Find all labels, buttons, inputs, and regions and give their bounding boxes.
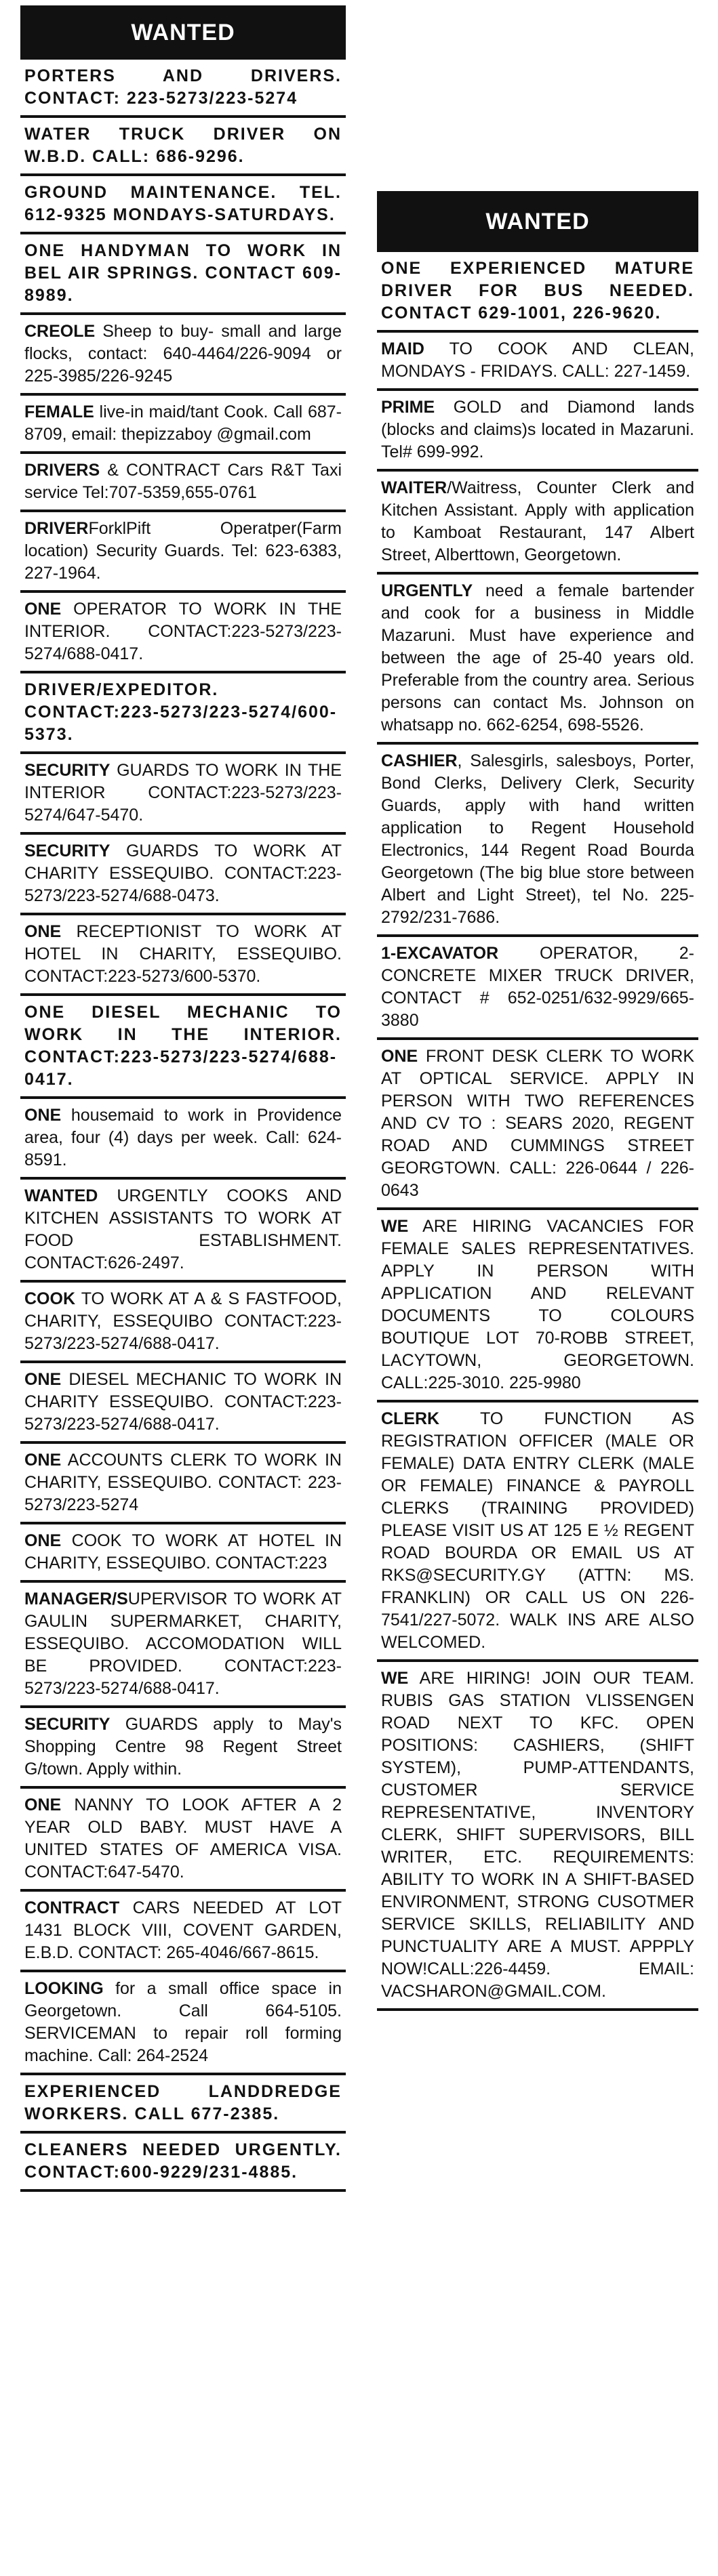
ad-body-text: RECEPTIONIST TO WORK AT HOTEL IN CHARITY, ESSEQUIBO. CONTACT:223-5273/600-5370. [24,922,342,986]
ad-body-text: ONE HANDYMAN TO WORK IN BEL AIR SPRINGS. CONTACT 609-8989. [24,241,342,305]
classified-ad [20,1444,346,1524]
ad-body-text: ForklPift Operatper(Farm location) Security Guards. Tel: 623-6383, 227-1964. [24,519,342,583]
ad-body-text: ONE DIESEL MECHANIC TO WORK IN THE INTERIOR. CONTACT:223-5273/223-5274/688-0417. [24,1003,342,1089]
classified-ad [20,1363,346,1444]
wanted-header: WANTED [377,191,698,252]
classified-ad [20,915,346,996]
ad-lead-word: ONE [24,1370,62,1389]
ad-body-text: CARS NEEDED AT LOT 1431 BLOCK VIII, COVENT GARDEN, E.B.D. CONTACT: 265-4046/667-8615. [24,1898,342,1962]
classified-ad [20,1789,346,1892]
ad-lead-word: ONE [24,1795,62,1814]
classified-ad [20,673,346,754]
ad-lead-word: WAITER [381,478,447,497]
ad-body-text: FRONT DESK CLERK TO WORK AT OPTICAL SERVICE. APPLY IN PERSON WITH TWO REFERENCES AND CV TO : SEARS 2020, REGENT ROAD AND CUMMINGS STREET GEORGTOWN. CALL: 226-0644 / 226-0643 [381,1047,694,1200]
classified-ad [20,60,346,118]
ad-lead-word: DRIVERS [24,461,100,480]
ad-lead-word: WE [381,1217,409,1236]
classified-ad [20,396,346,454]
ad-body-text: CLEANERS NEEDED URGENTLY. CONTACT:600-9229/231-4885. [24,2140,342,2182]
ad-lead-word: MAID [381,339,424,358]
ad-lead-word: SECURITY [24,761,111,780]
classified-ad [20,2134,346,2192]
classified-ad [20,1524,346,1583]
classified-ad [377,1210,698,1403]
ad-lead-word: CLERK [381,1409,440,1428]
ad-lead-word: URGENTLY [381,581,473,600]
ad-body-text: for a small office space in Georgetown. Call 664-5105. SERVICEMAN to repair roll forming machine. Call: 264-2524 [24,1979,342,2065]
classified-ad [20,1892,346,1972]
classified-ad [20,593,346,673]
left-column [20,0,346,2192]
ad-lead-word: CASHIER [381,751,458,770]
ad-lead-word: ONE [24,600,62,619]
ad-body-text: housemaid to work in Providence area, four (4) days per week. Call: 624-8591. [24,1106,342,1169]
ad-lead-word: ONE [24,922,62,941]
ad-lead-word: SECURITY [24,1715,111,1734]
ad-lead-word: ONE [381,1047,418,1066]
classified-ad [20,512,346,593]
ad-body-text: DRIVER/EXPEDITOR. CONTACT:223-5273/223-5274/600-5373. [24,680,338,744]
ad-body-text: /Waitress, Counter Clerk and Kitchen Assistant. Apply with application to Kamboat Restaurant, 147 Albert Street, Alberttown, Georgetown. [381,478,694,564]
ad-lead-word: 1-EXCAVATOR [381,944,499,963]
ad-body-text: TO WORK AT A & S FASTFOOD, CHARITY, ESSEQUIBO CONTACT:223-5273/223-5274/688-0417. [24,1289,342,1353]
classified-ad [20,2075,346,2134]
classified-ad [20,176,346,234]
right-ads-list [377,252,698,2011]
ad-lead-word: WANTED [24,1186,98,1205]
ad-body-text: GUARDS TO WORK IN THE INTERIOR CONTACT:223-5273/223-5274/647-5470. [24,761,342,825]
ad-lead-word: LOOKING [24,1979,104,1998]
ad-body-text: GUARDS TO WORK AT CHARITY ESSEQUIBO. CONTACT:223-5273/223-5274/688-0473. [24,842,342,905]
classified-ad [20,1099,346,1180]
ad-body-text: TO COOK AND CLEAN, MONDAYS - FRIDAYS. CALL: 227-1459. [381,339,694,381]
ad-lead-word: SECURITY [24,842,111,860]
classified-ad [377,575,698,745]
classified-ad [377,1662,698,2011]
ad-lead-word: FEMALE [24,402,94,421]
classified-ad [20,118,346,176]
ad-body-text: ARE HIRING VACANCIES FOR FEMALE SALES REPRESENTATIVES. APPLY IN PERSON WITH APPLICATION AND RELEVANT DOCUMENTS TO COLOURS BOUTIQUE LOT 70-ROBB STREET, LACYTOWN, GEORGETOWN. CALL:225-3010. 225-9980 [381,1217,694,1392]
classified-ad [377,745,698,937]
ad-body-text: need a female bartender and cook for a business in Middle Mazaruni. Must have experience and between the age of 25-40 years old. Preferable from the country area. Serious persons can contact Ms. Johnson on whatsapp no. 662-6254, 698-5526. [381,581,694,734]
classified-ad [377,391,698,472]
ad-body-text: PORTERS AND DRIVERS. CONTACT: 223-5273/223-5274 [24,66,342,108]
ad-body-text: DIESEL MECHANIC TO WORK IN CHARITY ESSEQUIBO. CONTACT:223-5273/223-5274/688-0417. [24,1370,342,1434]
ad-lead-word: DRIVER [24,519,89,538]
classified-ad [20,754,346,835]
ad-body-text: WATER TRUCK DRIVER ON W.B.D. CALL: 686-9296. [24,125,342,166]
ad-body-text: live-in maid/tant Cook. Call 687-8709, email: thepizzaboy @gmail.com [24,402,342,444]
classified-ad [20,835,346,915]
ad-lead-word: CONTRACT [24,1898,120,1917]
classified-ad [20,1972,346,2075]
classified-ad [377,252,698,333]
classified-ad [20,1708,346,1789]
classified-ad [20,1283,346,1363]
ad-lead-word: WE [381,1669,409,1688]
ad-lead-word: ONE [24,1106,62,1125]
wanted-header: WANTED [20,5,346,60]
ad-body-text: URGENTLY COOKS AND KITCHEN ASSISTANTS TO WORK AT FOOD ESTABLISHMENT. CONTACT:626-2497. [24,1186,342,1272]
right-column [377,0,698,2011]
left-ads-list [20,60,346,2192]
ad-body-text: & CONTRACT Cars R&T Taxi service Tel:707-5359,655-0761 [24,461,342,502]
classified-ad [377,472,698,575]
classified-ad [20,996,346,1099]
ad-lead-word: ONE [24,1531,62,1550]
ad-body-text: COOK TO WORK AT HOTEL IN CHARITY, ESSEQUIBO. CONTACT:223 [24,1531,342,1573]
ad-body-text: ACCOUNTS CLERK TO WORK IN CHARITY, ESSEQUIBO. CONTACT: 223-5273/223-5274 [24,1451,342,1514]
ad-lead-word: CREOLE [24,322,96,341]
classified-ad [377,1403,698,1662]
ad-body-text: UPERVISOR TO WORK AT GAULIN SUPERMARKET, CHARITY, ESSEQUIBO. ACCOMODATION WILL BE PROVIDED. CONTACT:223-5273/223-5274/688-0417. [24,1590,342,1698]
classified-ad [20,315,346,396]
ad-body-text: , Salesgirls, salesboys, Porter, Bond Clerks, Delivery Clerk, Security Guards, apply with hand written application to Regent Household Electronics, 144 Regent Road Bourda Georgetown (The big blue store between Albert and Light Street), tel No. 225-2792/231-7686. [381,751,694,927]
ad-body-text: GUARDS apply to May's Shopping Centre 98 Regent Street G/town. Apply within. [24,1715,342,1779]
ad-body-text: Sheep to buy- small and large flocks, contact: 640-4464/226-9094 or 225-3985/226-9245 [24,322,342,386]
classified-ad [377,1040,698,1210]
ad-body-text: OPERATOR TO WORK IN THE INTERIOR. CONTACT:223-5273/223-5274/688-0417. [24,600,342,663]
ad-lead-word: ONE [24,1451,62,1470]
ad-lead-word: COOK [24,1289,75,1308]
classified-ad [20,1583,346,1708]
classified-ad [377,333,698,391]
classified-ad [20,234,346,315]
ad-body-text: ARE HIRING! JOIN OUR TEAM. RUBIS GAS STATION VLISSENGEN ROAD NEXT TO KFC. OPEN POSITIONS: CASHIERS, (SHIFT SYSTEM), PUMP-ATTENDANTS, CUSTOMER SERVICE REPRESENTATIVE, INVENTORY CLERK, SHIFT SUPERVISORS, BILL WRITER, ETC. REQUIREMENTS: ABILITY TO WORK IN A SHIFT-BASED ENVIRONMENT, STRONG CUSOTMER SERVICE SKILLS, RELIABILITY AND PUNCTUALITY ARE A MUST. APPPLY NOW!CALL:226-4459. EMAIL: VACSHARON@GMAIL.COM. [381,1669,694,2001]
classified-ad [20,454,346,512]
ad-body-text: EXPERIENCED LANDDREDGE WORKERS. CALL 677-2385. [24,2082,342,2123]
ad-body-text: GROUND MAINTENANCE. TEL. 612-9325 MONDAYS-SATURDAYS. [24,183,342,224]
classified-ad [20,1180,346,1283]
classified-ad [377,937,698,1040]
ad-body-text: OPERATOR, 2- CONCRETE MIXER TRUCK DRIVER, CONTACT # 652-0251/632-9929/665-3880 [381,944,694,1030]
ad-body-text: NANNY TO LOOK AFTER A 2 YEAR OLD BABY. MUST HAVE A UNITED STATES OF AMERICA VISA. CONTACT:647-5470. [24,1795,342,1882]
ad-body-text: ONE EXPERIENCED MATURE DRIVER FOR BUS NEEDED. CONTACT 629-1001, 226-9620. [381,259,694,323]
ad-body-text: GOLD and Diamond lands (blocks and claims)s located in Mazaruni. Tel# 699-992. [381,398,694,461]
ad-body-text: TO FUNCTION AS REGISTRATION OFFICER (MALE OR FEMALE) DATA ENTRY CLERK (MALE OR FEMALE) FINANCE & PAYROLL CLERKS (TRAINING PROVIDED) PLEASE VISIT US AT 125 E ½ REGENT ROAD BOURDA OR EMAIL US AT RKS@SECURITY.GY (ATTN: MS. FRANKLIN) OR CALL US ON 226-7541/227-5072. WALK INS ARE ALSO WELCOMED. [381,1409,694,1652]
ad-lead-word: MANAGER/S [24,1590,128,1608]
ad-lead-word: PRIME [381,398,435,417]
